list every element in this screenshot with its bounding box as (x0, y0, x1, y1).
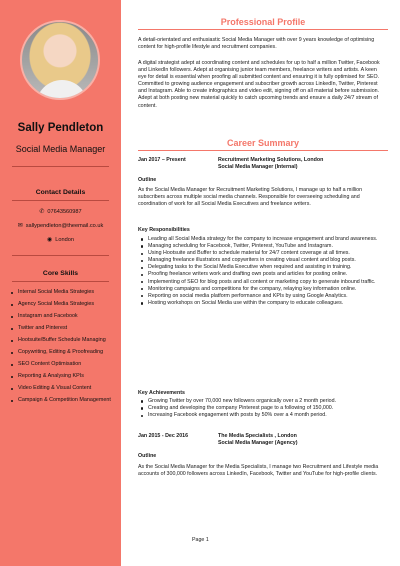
job-position: Social Media Manager (Agency) (218, 440, 298, 447)
email-icon: ✉ (17, 223, 23, 229)
profile-paragraph: A digital strategist adept at coordinating content and schedules for up to half a million Twitter, Facebook and LinkedIn followers. Adept at organising junior team members, freelance writers and artists. A keen eye for detail is essential when proofing all submitted content and ensuring it is fully optimised for SEO. Committed to growing audience engagement and subscriber growth across LinkedIn, Twitter, Pinterest and Instagram. Able to create infographics and video edit, signing off on all material before submission. Adept at both posting new material quickly to catch upcoming trends and ensure a daily 24/7 stream of content. (138, 60, 380, 109)
list-item: Agency Social Media Strategies (10, 301, 114, 308)
core-skills-heading: Core Skills (42, 270, 79, 277)
job-outline: As the Social Media Manager for Recruitment Marketing Solutions, I manage up to half a million subscribers across multiple social media channels. Responsible for overseeing scheduling and coordination of work for all Social Media Executives and freelance writers. (138, 187, 363, 208)
list-item: SEO Content Optimisation (10, 361, 114, 368)
achievements-list (138, 398, 384, 419)
divider (12, 255, 109, 256)
list-item: Managing scheduling for Facebook, Twitter, Pinterest, YouTube and Instagram. (138, 243, 384, 250)
list-item: Instagram and Facebook (10, 313, 114, 320)
list-item: Reporting & Analysing KPIs (10, 373, 114, 380)
job-position: Social Media Manager (Internal) (218, 164, 298, 171)
phone-number: 07643560987 (47, 209, 82, 215)
page-number: Page 1 (192, 537, 209, 543)
divider (12, 200, 109, 201)
list-item: Twitter and Pinterest (10, 325, 114, 332)
location: London (55, 237, 74, 243)
job-dates: Jan 2017 – Present (138, 157, 186, 163)
divider (12, 281, 109, 282)
list-item: Internal Social Media Strategies (10, 289, 114, 296)
career-heading: Career Summary (226, 138, 300, 148)
divider (12, 166, 109, 167)
profile-paragraph: A detail-orientated and enthusiastic Social Media Manager with over 9 years knowledge of optimising content for high-profile lifestyle and recruitment companies. (138, 37, 375, 51)
phone-row (0, 208, 121, 215)
list-item: Delegating tasks to the Social Media Executive when required and assisting in training. (138, 264, 384, 271)
location-row (0, 236, 121, 243)
job-outline: As the Social Media Manager for the Media Specialists, I manage two Recruitment and Lifestyle media accounts of 300,000 followers across LinkedIn, Facebook, Twitter and YouTube for high-profile clients. (138, 464, 379, 478)
list-item: Managing freelance illustrators and copywriters in creating visual content and blog posts. (138, 257, 384, 264)
job-dates: Jan 2015 - Dec 2016 (138, 433, 189, 439)
list-item: Creating and developing the company Pinterest page to a following of 150,000. (138, 405, 384, 412)
sidebar (0, 0, 121, 566)
list-item: Growing Twitter by over 70,000 new followers organically over a 2 month period. (138, 398, 384, 405)
achievements-label: Key Achievements (138, 390, 185, 396)
list-item: Reporting on social media platform performance and KPIs by using Google Analytics. (138, 293, 384, 300)
list-item: Using Hootsuite and Buffer to schedule material for 24/7 content coverage at all times. (138, 250, 384, 257)
profile-heading: Professional Profile (220, 17, 306, 27)
contact-details-heading: Contact Details (35, 189, 86, 196)
outline-label: Outline (138, 177, 157, 183)
job-company: The Media Specialists , London (218, 433, 297, 439)
list-item: Monitoring campaigns and competitions for the company, relaying key information online. (138, 286, 384, 293)
list-item: Video Editing & Visual Content (10, 385, 114, 392)
list-item: Campaign & Competition Management (10, 397, 114, 404)
email-address: sallypendleton@theemail.co.uk (25, 223, 104, 229)
phone-icon: ✆ (39, 209, 45, 215)
responsibilities-label: Key Responsibilities (138, 227, 190, 233)
job-company: Recruitment Marketing Solutions, London (218, 157, 324, 163)
list-item: Hosting workshops on Social Media use within the company to educate colleagues. (138, 300, 384, 307)
list-item: Hootsuite/Buffer Schedule Managing (10, 337, 114, 344)
responsibilities-list (138, 236, 384, 307)
skills-list (10, 289, 114, 409)
candidate-role: Social Media Manager (15, 144, 106, 154)
globe-icon: ◉ (47, 237, 53, 243)
list-item: Implementing of SEO for blog posts and all content or marketing copy to generate inbound traffic. (138, 279, 384, 286)
profile-photo (20, 20, 100, 100)
list-item: Copywriting, Editing & Proofreading (10, 349, 114, 356)
list-item: Increasing Facebook engagement with posts by 50% over a 4 month period. (138, 412, 384, 419)
outline-label: Outline (138, 453, 157, 459)
heading-underline (138, 29, 388, 30)
email-row (0, 222, 121, 229)
list-item: Leading all Social Media strategy for the company to increase engagement and brand awareness. (138, 236, 384, 243)
heading-underline (138, 150, 388, 151)
candidate-name: Sally Pendleton (17, 122, 104, 134)
list-item: Proofing freelance writers work and drafting own posts and articles for posting online. (138, 271, 384, 278)
